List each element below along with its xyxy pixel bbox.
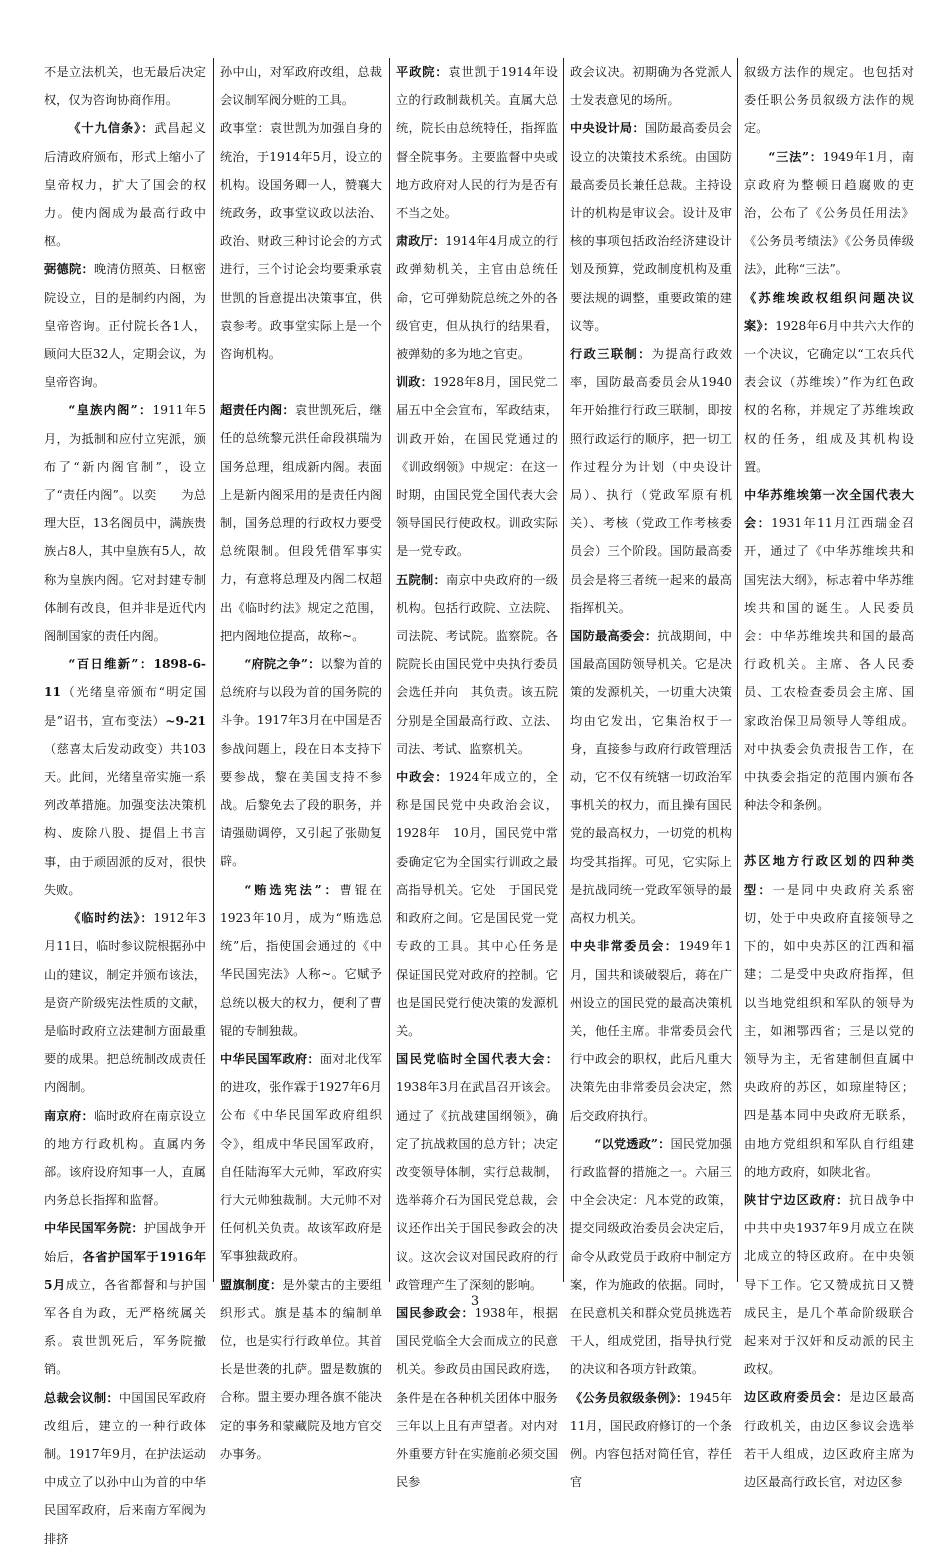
term-bianqu-weiyuanhui: 边区政府委员会：是边区最高行政机关，由边区参议会选举若干人组成，边区政府主席为边区最高行政长官，对边区参 [744, 1390, 915, 1489]
term-xunzheng: 训政：1928年8月，国民党二届五中全会宣布，军政结束，训政开始，在国民党通过的《训政纲领》中规定：在这一时期，由国民党全国代表大会领导国民行使政权。训政实际是一党专政。 [396, 375, 558, 559]
term-linshi-daibiao-dahui: 国民党临时全国代表大会：1938年3月在武昌召开该会。通过了《抗战建国纲领》，确定了抗战救国的总方针；决定改变领导体制，实行总裁制，选举蒋介石为国民党总裁，会议还作出关于国民参政会的决议。这次会议对国民政府的行政管理产生了深刻的影响。 [396, 1052, 558, 1292]
term-shijiu-xintiao: 《十九信条》：武昌起义后清政府颁布，形式上缩小了皇帝权力，扩大了国会的权力。使内阁成为最高行政中枢。 [44, 121, 207, 249]
text-column-4 [570, 58, 733, 1490]
term-zongcai-huiyizhi: 总裁会议制：中国国民军政府改组后，建立的一种行政体制。1917年9月，在护法运动中成立了以孙中山为首的中华民国军政府，后来南方军阀为排挤 [44, 1390, 206, 1546]
page-number: 3 [470, 1294, 480, 1309]
term-suzhengting: 肃政厅：1914年4月成立的行政弹劾机关，主官由总统任命，它可弹劾院总统之外的各级官吏，但从执行的结果看，被弹劾的多为地之官吏。 [396, 234, 559, 362]
paragraph: 不是立法机关，也无最后决定权，仅为咨询协商作用。 [44, 65, 206, 108]
term-feichang-weiyuanhui: 中央非常委员会：1949年1月，国共和谈破裂后，蒋在广州设立的国民党的最高决策机关，他任主席。非常委员会代行中政会的职权，此后凡重大决策先由非常委员会决定，然后交政府执行。 [570, 939, 732, 1123]
term-bairi-weixin: “百日维新”：1898-6-11（光绪皇帝颁布“明定国是”诏书，宣布变法）~9-21（慈喜太后发动政变）共103天。此间，光绪皇帝实施一系列改革措施。加强变法决策机构、废除八股、提倡上书言事，由于顽固派的反对，很快失败。 [44, 657, 206, 897]
term-junzhengfu: 中华民国军政府：面对北伐军的进攻，张作霖于1927年6月公布《中华民国军政府组织令》，组成中华民国军政府，自任陆海军大元帅，军政府实行大元帅独裁制。大元帅不对任何机关负责。故该军政府是军事独裁政府。 [220, 1051, 382, 1264]
term-suweiai-yida: 中华苏维埃第一次全国代表大会：1931年11月江西瑞金召开，通过了《中华苏维埃共和国宪法大纲》，标志着中华苏维埃共和国的诞生。人民委员会：中华苏维埃共和国的最高行政机关。主席、各人民委员、工农检查委员会主席、国家政治保卫局领导人等组成。对中执委会负责报告工作，在中执委会指定的范围内颁布各种法令和条例。 [744, 488, 915, 813]
column-divider [737, 58, 738, 1282]
term-wuyuanzhi: 五院制：南京中央政府的一级机构。包括行政院、立法院、司法院、考试院。监察院。各院院长由国民党中央执行委员会选任并向 其负责。该五院分别是全国最高行政、立法、司法、考试、监察机关。 [396, 572, 558, 756]
term-zhongyang-shejiju: 中央设计局：国防最高委员会设立的决策技术系统。由国防最高委员长兼任总裁。主持设计的机构是审议会。设计及审核的事项包括政治经济建设计划及预算，党政制度机构及重要法规的调整，重要政策的建议等。 [570, 121, 732, 333]
term-pingzhengyuan: 平政院：袁世凯于1914年设立的行政制裁机关。直属大总统，院长由总统特任，指挥监督全院事务。主要监督中央或地方政府对人民的行为是否有不当之处。 [396, 65, 558, 221]
term-shaanganning: 陕甘宁边区政府：抗日战争中中共中央1937年9月成立在陕北成立的特区政府。在中央领导下工作。它又赞成抗日又赞成民主，是几个革命阶级联合起来对于汉奸和反动派的民主政权。 [744, 1192, 915, 1377]
term-linshi-yuefa: 《临时约法》：1912年3月11日，临时参议院根据孙中山的建议，制定并颁布该法，是资产阶级宪法性质的文献，是临时政府立法建制方面最重要的成果。把总统制改成责任内阁制。 [44, 911, 206, 1095]
column-divider [563, 58, 564, 1282]
term-bidenyuan: 弼德院：晚清仿照英、日枢密院设立，目的是制约内阁，为皇帝咨询。正付院长各1人，顾问大臣32人，定期会议，为皇帝咨询。 [44, 262, 206, 390]
term-zhenghui: 中政会：1924年成立的，全称是国民党中央政治会议，1928年 10月，国民党中常委确定它为全国实行训政之最高指导机关。它处 于国民党和政府之间。它是国民党一党专政的工具。其中心任务是 保证国民党对政府的控制。它也是国民党行使决策的发源机关。 [396, 770, 571, 1038]
term-zhengshitang: 政事堂：袁世凯为加强自身的统治，于1914年5月，设立的机构。设国务卿一人，赞襄大统政务，政事堂议政以法治、政治、财政三种讨论会的方式进行，三个讨论会均要秉承袁世凯的旨意提出决策事宜，供袁参考。政事堂实际上是一个咨询机构。 [220, 121, 382, 362]
term-junwuyuan: 中华民国军务院：护国战争开始后，各省护国军于1916年5月成立，各省都督和与护国军各自为政，无严格统属关系。袁世凯死后，军务院撤销。 [44, 1221, 207, 1377]
term-fuyuan-zhizheng: “府院之争”：以黎为首的总统府与以段为首的国务院的斗争。1917年3月在中国是否参战问题上，段在日本支持下要参战，黎在美国支持不参战。后黎免去了段的职务，并请强勋调停，又引起了张勋复辟。 [220, 657, 382, 869]
term-guomin-canzhenghui: 国民参政会：1938年，根据国民党临全大会而成立的民意机关。参政员由国民政府选，条件是在各种机关团体中服务三年以上且有声望者。对内对外重要方针在实施前必须交国民参 [396, 1305, 558, 1490]
text-column-5 [744, 58, 915, 1489]
document-page [44, 58, 915, 1546]
term-sanfa: “三法”：1949年1月，南京政府为整顿日趋腐败的吏治，公布了《公务员任用法》《公务员考绩法》《公务员俸级法》，此称“三法”。 [744, 149, 914, 277]
text-column-1 [44, 58, 207, 1546]
paragraph: 叙级方法作的规定。也包括对委任职公务员叙级方法作的规定。 [744, 65, 914, 136]
term-huangzu-neige: “皇族内阁”：1911年5月，为抵制和应付立宪派，颁布了“新内阁官制”，设立了“责任内阁”。以奕 为总理大臣，13名阁员中，满族贵族占8人，其中皇族有5人，故称为皇族内阁。它对封建专制体制有改良，但并非是近代内阁制国家的责任内阁。 [44, 403, 206, 644]
column-divider [213, 58, 214, 1282]
paragraph: 政会议决。初期确为各党派人士发表意见的场所。 [570, 65, 732, 108]
term-nanjingfu: 南京府：临时政府在南京设立的地方行政机构。直属内务部。该府设府知事一人，直属内务总长指挥和监督。 [44, 1108, 206, 1208]
term-suqu-xingzhengqu: 苏区地方行政区划的四种类型：一是同中央政府关系密切，处于中央政府直接领导之下的，如中央苏区的江西和福建；二是受中央政府指挥，但以当地党组织和军队的领导为主，如湘鄂西省；三是以党的领导为主，无省建制但直属中央政府的苏区，如琼崖特区；四是基本同中央政府无联系，由地方党组织和军队自行组建的地方政府，如陕北省。 [744, 854, 915, 1179]
term-mengqi-zhidu: 盟旗制度：是外蒙古的主要组织形式。旗是基本的编制单位，也是实行行政单位。其首长是世袭的扎萨。盟是数旗的合称。盟主要办理各旗不能决定的事务和蒙藏院及地方官交办事务。 [220, 1277, 382, 1461]
term-suweiai-jueyian: 《苏维埃政权组织问题决议案》：1928年6月中共六大作的一个决议，它确定以“工农兵代表会议（苏维埃）”作为红色政权的名称，并规定了苏维埃政权的任务，组成及其机构设置。 [744, 290, 914, 474]
term-gongwuyuan-xuji-tiaoli: 《公务员叙级条例》：1945年11月，国民政府修订的一个条例。内容包括对简任官，荐任官 [570, 1390, 732, 1490]
text-column-2 [220, 58, 382, 1461]
paragraph: 孙中山，对军政府改组，总裁会议制军阀分赃的工具。 [220, 65, 382, 108]
text-column-3 [396, 58, 571, 1490]
term-xingzheng-sanlianzhi: 行政三联制：为提高行政效率，国防最高委员会从1940年开始推行行政三联制，即按照行政运行的顺序，把一切工作过程分为计划（中央设计局）、执行（党政军原有机关）、考核（党政工作考核委员会）三个阶段。国防最高委员会是将三者统一起来的最高指挥机关。 [570, 347, 733, 615]
term-chao-zeren-neige: 超责任内阁：袁世凯死后，继任的总统黎元洪任命段祺瑞为国务总理，组成新内阁。表面上是新内阁采用的是责任内阁制，国务总理的行政权力要受总统限制。但段凭借军事实力，有意将总理及内阁二权超出《临时约法》规定之范围，把内阁地位提高，故称~。 [220, 403, 382, 643]
column-divider [389, 58, 390, 1282]
term-huixuan-xianfa: “贿选宪法”：曹锟在1923年10月，成为“贿选总统”后，指使国会通过的《中华民国宪法》人称~。它赋予总统以极大的权力，便利了曹锟的专制独裁。 [220, 882, 382, 1038]
term-yidang-touzheng: “以党透政”：国民党加强行政监督的措施之一。六届三中全会决定：凡本党的政策，提交同级政治委员会决定后，命令从政党员于政府中制定方案，作为施政的依据。同时，在民意机关和群众党员挑选若干人，组成党团，指导执行党的决议和各项方针政策。 [570, 1136, 732, 1377]
term-guofang-zuigao-weihui: 国防最高委会：抗战期间，中国最高国防领导机关。它是决策的发源机关，一切重大决策均由它发出，它集治权于一身，直接参与政府行政管理活动，它不仅有统辖一切政治军事机关的权力，而且操有国民党的最高权力，一切党的机构均受其指挥。可见，它实际上是抗战同统一党政军领导的最高权力机关。 [570, 629, 732, 926]
